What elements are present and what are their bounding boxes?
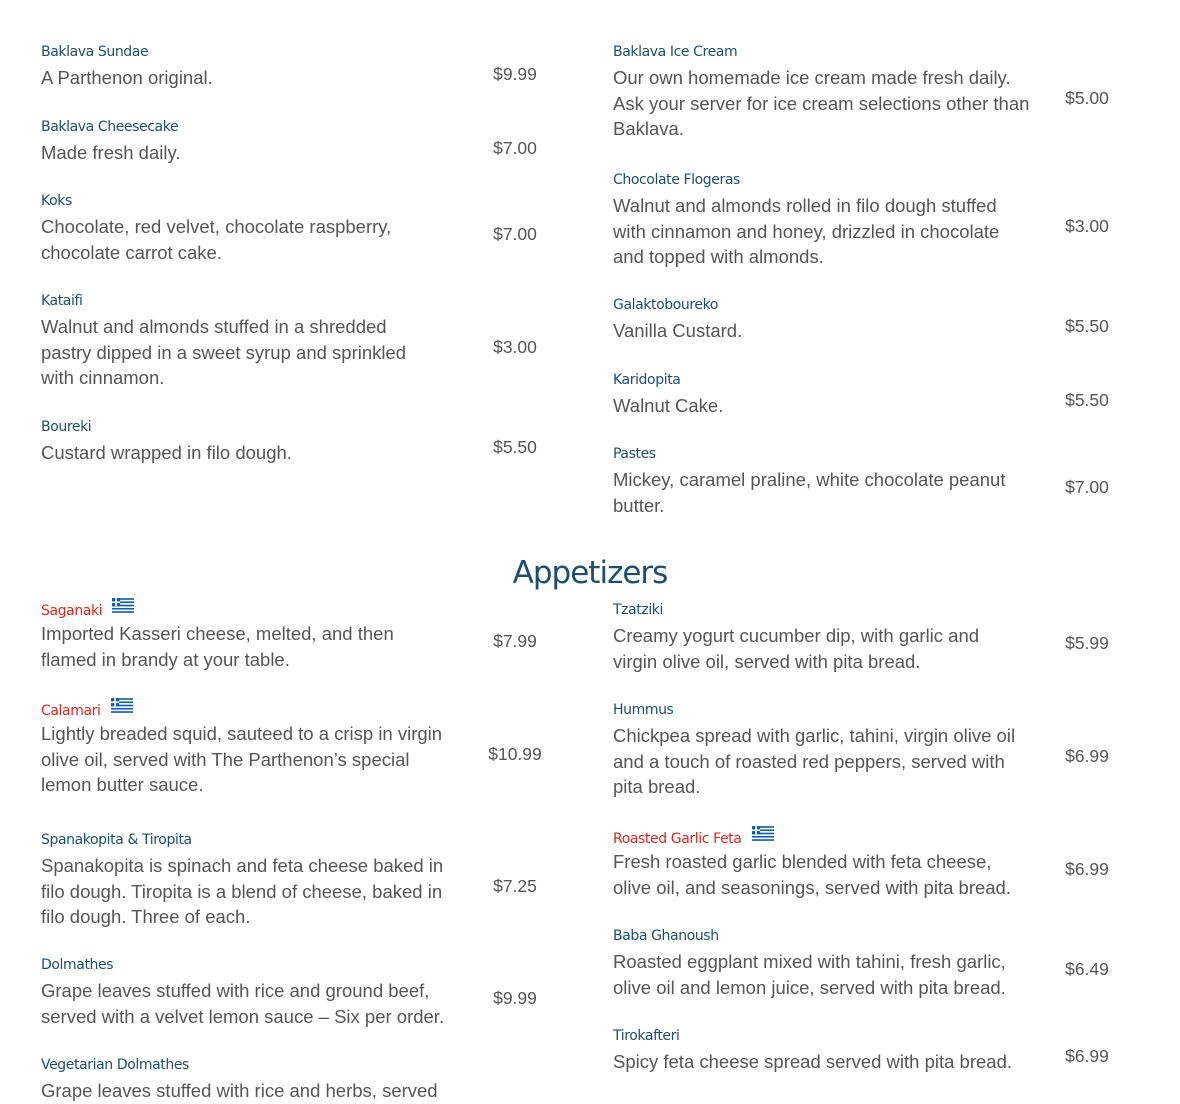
menu-item [613, 1026, 1173, 1072]
menu-item [613, 295, 1173, 341]
item-price: $9.99 [493, 64, 537, 84]
item-name: Chocolate Flogeras [613, 172, 740, 188]
item-price: $6.49 [1065, 959, 1109, 979]
menu-item [41, 42, 601, 88]
item-description: Chocolate, red velvet, chocolate raspberry, chocolate carrot cake. [41, 216, 392, 263]
item-price: $10.99 [488, 744, 542, 764]
item-name: Vegetarian Dolmathes [41, 1057, 189, 1073]
item-price: $5.50 [493, 437, 537, 457]
item-price: $7.99 [493, 631, 537, 651]
item-name-group [41, 698, 133, 721]
item-price: $6.99 [1065, 859, 1109, 879]
greek-flag-icon [112, 598, 134, 613]
item-name-group [613, 826, 774, 849]
item-name: Koks [41, 193, 72, 209]
menu-item [41, 291, 601, 388]
item-description: A Parthenon original. [41, 67, 213, 88]
item-name-group [41, 598, 134, 621]
item-price: $7.00 [1065, 477, 1109, 497]
item-price: $7.00 [493, 224, 537, 244]
item-description: Imported Kasseri cheese, melted, and then flamed in brandy at your table. [41, 623, 394, 670]
item-description: Made fresh daily. [41, 142, 181, 163]
menu-item [613, 926, 1173, 998]
item-name: Baklava Ice Cream [613, 44, 738, 60]
item-name: Calamari [41, 703, 101, 719]
menu-item [41, 598, 601, 670]
item-name: Galaktoboureko [613, 297, 719, 313]
menu-item [613, 444, 1173, 516]
menu-item [613, 700, 1173, 797]
item-description: Grape leaves stuffed with rice and ground beef, served with a velvet lemon sauce – Six per order. [41, 980, 445, 1027]
greek-flag-icon [111, 698, 133, 713]
menu-item [41, 698, 601, 795]
greek-flag-icon [752, 826, 774, 841]
menu-item [41, 117, 601, 163]
menu-item [41, 191, 601, 263]
item-name: Dolmathes [41, 957, 114, 973]
section-title-appetizers: Appetizers [512, 555, 668, 591]
item-description: Chickpea spread with garlic, tahini, virgin olive oil and a touch of roasted red peppers, served with pita bread. [613, 725, 1016, 797]
item-price: $6.99 [1065, 746, 1109, 766]
item-name: Tzatziki [613, 602, 664, 618]
item-description: Fresh roasted garlic blended with feta cheese, olive oil, and seasonings, served with pita bread. [613, 851, 1011, 898]
item-price: $5.99 [1065, 633, 1109, 653]
menu-item [41, 830, 601, 927]
item-name: Karidopita [613, 372, 681, 388]
item-name: Saganaki [41, 603, 103, 619]
item-description: Lightly breaded squid, sauteed to a crisp in virgin olive oil, served with The Parthenon’s special lemon butter sauce. [41, 723, 443, 795]
menu-item [613, 826, 1173, 898]
item-description: Walnut Cake. [613, 395, 724, 416]
item-name: Hummus [613, 702, 674, 718]
item-price: $7.00 [493, 138, 537, 158]
item-name: Baba Ghanoush [613, 928, 719, 944]
item-name: Tirokafteri [613, 1028, 680, 1044]
item-price: $9.99 [493, 988, 537, 1008]
item-description: Walnut and almonds stuffed in a shredded pastry dipped in a sweet syrup and sprinkled with cinnamon. [41, 316, 407, 388]
menu-item [613, 42, 1173, 139]
menu-item [41, 417, 601, 463]
item-description: Grape leaves stuffed with rice and herbs, served [41, 1080, 438, 1101]
item-name: Kataifi [41, 293, 83, 309]
item-name: Spanakopita & Tiropita [41, 832, 192, 848]
item-description: Spanakopita is spinach and feta cheese baked in filo dough. Tiropita is a blend of cheese, baked in filo dough. Three of each. [41, 855, 444, 927]
menu-item [613, 600, 1173, 672]
item-price: $6.99 [1065, 1046, 1109, 1066]
item-price: $5.50 [1065, 316, 1109, 336]
menu-item [613, 170, 1173, 267]
item-description: Our own homemade ice cream made fresh daily. Ask your server for ice cream selections other than Baklava. [613, 67, 1030, 139]
item-description: Walnut and almonds rolled in filo dough stuffed with cinnamon and honey, drizzled in chocolate and topped with almonds. [613, 195, 1000, 267]
item-description: Mickey, caramel praline, white chocolate peanut butter. [613, 469, 1006, 516]
item-price: $3.00 [1065, 216, 1109, 236]
item-description: Vanilla Custard. [613, 320, 743, 341]
item-description: Roasted eggplant mixed with tahini, fresh garlic, olive oil and lemon juice, served with pita bread. [613, 951, 1006, 998]
item-description: Custard wrapped in filo dough. [41, 442, 292, 463]
item-price: $3.00 [493, 337, 537, 357]
item-description: Creamy yogurt cucumber dip, with garlic and virgin olive oil, served with pita bread. [613, 625, 980, 672]
item-name: Boureki [41, 419, 92, 435]
item-name: Pastes [613, 446, 656, 462]
item-description: Spicy feta cheese spread served with pita bread. [613, 1051, 1013, 1072]
menu-item [41, 1055, 601, 1101]
menu-item [613, 370, 1173, 416]
item-price: $5.00 [1065, 88, 1109, 108]
item-name: Baklava Cheesecake [41, 119, 179, 135]
menu-item [41, 955, 601, 1027]
item-name: Baklava Sundae [41, 44, 149, 60]
item-price: $5.50 [1065, 390, 1109, 410]
item-price: $7.25 [493, 876, 537, 896]
item-name: Roasted Garlic Feta [613, 831, 742, 847]
